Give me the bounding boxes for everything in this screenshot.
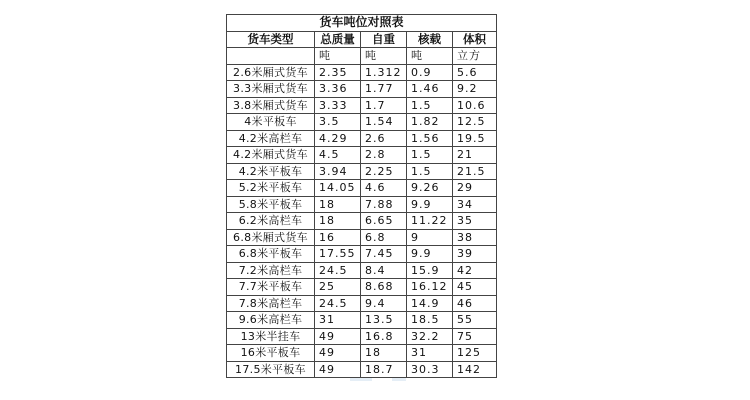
header-rated-load: 核载 (407, 31, 453, 48)
value-cell: 75 (453, 328, 497, 345)
truck-type-cell: 9.6米高栏车 (227, 312, 315, 329)
value-cell: 14.9 (407, 295, 453, 312)
watermark-smudge (392, 378, 406, 381)
value-cell: 1.5 (407, 163, 453, 180)
value-cell: 9.26 (407, 180, 453, 197)
truck-type-cell: 16米平板车 (227, 345, 315, 362)
value-cell: 9 (407, 229, 453, 246)
table-row (227, 97, 497, 114)
truck-type-cell: 7.7米平板车 (227, 279, 315, 296)
value-cell: 16.8 (361, 328, 407, 345)
value-cell: 7.45 (361, 246, 407, 263)
value-cell: 4.29 (315, 130, 361, 147)
value-cell: 49 (315, 328, 361, 345)
table-row (227, 295, 497, 312)
value-cell: 9.9 (407, 246, 453, 263)
value-cell: 18 (315, 213, 361, 230)
truck-type-cell: 4米平板车 (227, 114, 315, 131)
unit-cell: 吨 (315, 48, 361, 65)
value-cell: 1.46 (407, 81, 453, 98)
value-cell: 34 (453, 196, 497, 213)
value-cell: 3.33 (315, 97, 361, 114)
truck-type-cell: 7.8米高栏车 (227, 295, 315, 312)
value-cell: 7.88 (361, 196, 407, 213)
truck-tonnage-table (226, 14, 497, 378)
value-cell: 31 (315, 312, 361, 329)
value-cell: 6.8 (361, 229, 407, 246)
value-cell: 8.4 (361, 262, 407, 279)
value-cell: 3.5 (315, 114, 361, 131)
header-truck-type: 货车类型 (227, 31, 315, 48)
truck-type-cell: 7.2米高栏车 (227, 262, 315, 279)
table-body (227, 64, 497, 378)
truck-type-cell: 5.8米平板车 (227, 196, 315, 213)
unit-cell: 立方 (453, 48, 497, 65)
value-cell: 1.77 (361, 81, 407, 98)
value-cell: 4.6 (361, 180, 407, 197)
value-cell: 14.05 (315, 180, 361, 197)
value-cell: 1.5 (407, 97, 453, 114)
truck-type-cell: 4.2米高栏车 (227, 130, 315, 147)
truck-type-cell: 17.5米平板车 (227, 361, 315, 378)
value-cell: 2.8 (361, 147, 407, 164)
table-row (227, 163, 497, 180)
unit-cell: 吨 (407, 48, 453, 65)
table-row (227, 81, 497, 98)
value-cell: 8.68 (361, 279, 407, 296)
value-cell: 17.55 (315, 246, 361, 263)
table-row (227, 279, 497, 296)
table-row (227, 262, 497, 279)
value-cell: 125 (453, 345, 497, 362)
value-cell: 142 (453, 361, 497, 378)
header-curb-weight: 自重 (361, 31, 407, 48)
value-cell: 6.65 (361, 213, 407, 230)
value-cell: 1.312 (361, 64, 407, 81)
value-cell: 45 (453, 279, 497, 296)
table-row (227, 147, 497, 164)
value-cell: 1.54 (361, 114, 407, 131)
value-cell: 2.35 (315, 64, 361, 81)
value-cell: 16 (315, 229, 361, 246)
value-cell: 16.12 (407, 279, 453, 296)
truck-type-cell: 6.8米平板车 (227, 246, 315, 263)
value-cell: 2.6 (361, 130, 407, 147)
value-cell: 9.4 (361, 295, 407, 312)
value-cell: 1.7 (361, 97, 407, 114)
value-cell: 18 (361, 345, 407, 362)
value-cell: 3.94 (315, 163, 361, 180)
truck-type-cell: 6.8米厢式货车 (227, 229, 315, 246)
table-row (227, 312, 497, 329)
value-cell: 18.7 (361, 361, 407, 378)
header-gross-mass: 总质量 (315, 31, 361, 48)
value-cell: 30.3 (407, 361, 453, 378)
unit-cell: 吨 (361, 48, 407, 65)
header-volume: 体积 (453, 31, 497, 48)
value-cell: 15.9 (407, 262, 453, 279)
value-cell: 24.5 (315, 262, 361, 279)
value-cell: 9.2 (453, 81, 497, 98)
value-cell: 31 (407, 345, 453, 362)
value-cell: 12.5 (453, 114, 497, 131)
truck-type-cell: 6.2米高栏车 (227, 213, 315, 230)
value-cell: 0.9 (407, 64, 453, 81)
truck-type-cell: 3.3米厢式货车 (227, 81, 315, 98)
truck-type-cell: 13米半挂车 (227, 328, 315, 345)
table-row (227, 229, 497, 246)
value-cell: 3.36 (315, 81, 361, 98)
truck-type-cell: 5.2米平板车 (227, 180, 315, 197)
value-cell: 39 (453, 246, 497, 263)
table-row (227, 114, 497, 131)
value-cell: 21.5 (453, 163, 497, 180)
value-cell: 11.22 (407, 213, 453, 230)
table-row (227, 196, 497, 213)
value-cell: 1.56 (407, 130, 453, 147)
truck-type-cell: 4.2米厢式货车 (227, 147, 315, 164)
value-cell: 19.5 (453, 130, 497, 147)
value-cell: 49 (315, 361, 361, 378)
value-cell: 21 (453, 147, 497, 164)
table-row (227, 328, 497, 345)
value-cell: 35 (453, 213, 497, 230)
value-cell: 49 (315, 345, 361, 362)
table-row (227, 345, 497, 362)
value-cell: 9.9 (407, 196, 453, 213)
value-cell: 1.82 (407, 114, 453, 131)
table-row (227, 246, 497, 263)
value-cell: 25 (315, 279, 361, 296)
value-cell: 10.6 (453, 97, 497, 114)
unit-cell (227, 48, 315, 65)
header-row (227, 31, 497, 48)
units-row (227, 48, 497, 65)
value-cell: 4.5 (315, 147, 361, 164)
value-cell: 2.25 (361, 163, 407, 180)
table-row (227, 180, 497, 197)
table-row (227, 64, 497, 81)
value-cell: 18.5 (407, 312, 453, 329)
value-cell: 29 (453, 180, 497, 197)
value-cell: 32.2 (407, 328, 453, 345)
table-row (227, 130, 497, 147)
table-row (227, 213, 497, 230)
value-cell: 1.5 (407, 147, 453, 164)
watermark-smudge (350, 378, 372, 381)
value-cell: 18 (315, 196, 361, 213)
value-cell: 5.6 (453, 64, 497, 81)
value-cell: 13.5 (361, 312, 407, 329)
value-cell: 55 (453, 312, 497, 329)
truck-type-cell: 2.6米厢式货车 (227, 64, 315, 81)
table-row (227, 361, 497, 378)
value-cell: 24.5 (315, 295, 361, 312)
table-title: 货车吨位对照表 (227, 15, 497, 32)
truck-type-cell: 4.2米平板车 (227, 163, 315, 180)
value-cell: 46 (453, 295, 497, 312)
truck-type-cell: 3.8米厢式货车 (227, 97, 315, 114)
value-cell: 38 (453, 229, 497, 246)
value-cell: 42 (453, 262, 497, 279)
